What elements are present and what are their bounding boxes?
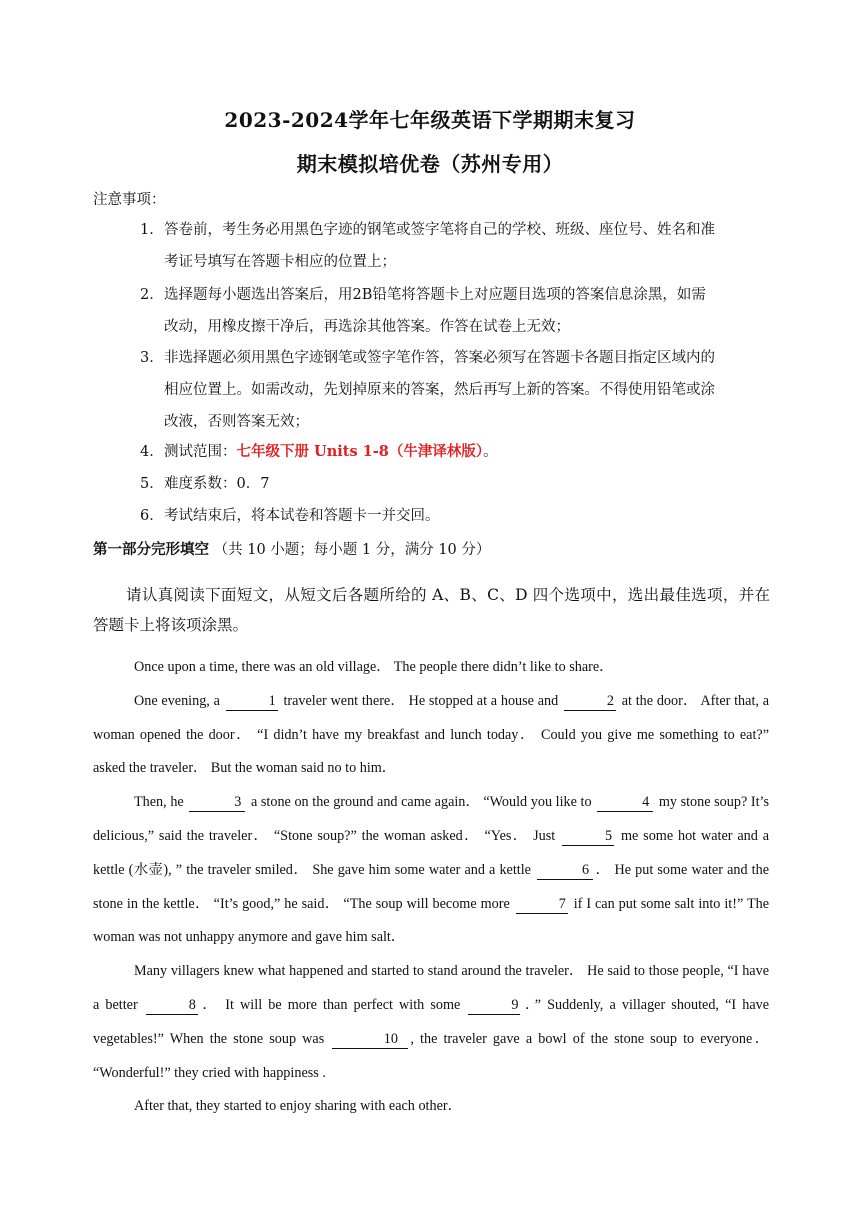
- blank-7[interactable]: 7: [516, 895, 568, 914]
- passage-text: me some hot water and a kettle (水壶), ” the traveler smiled． She gave him some water and a kettle: [93, 827, 770, 878]
- passage-paragraph-4: [93, 955, 769, 1090]
- note-text-continued: 考证号填写在答题卡相应的位置上；: [164, 254, 396, 270]
- note-item-3: [140, 342, 770, 438]
- blank-10[interactable]: 10: [332, 1030, 408, 1049]
- passage-text: ．” Suddenly, a villager shouted, “I have vegetables!” When the stone soup was: [93, 996, 770, 1047]
- note-number: 5．: [140, 476, 164, 492]
- blank-2[interactable]: 2: [564, 692, 616, 711]
- notes-label: 注意事项：: [93, 192, 166, 208]
- page-subtitle: 期末模拟培优卷（苏州专用）: [296, 152, 564, 176]
- instructions: 请认真阅读下面短文，从短文后各题所给的 A、B、C、D 四个选项中，选出最佳选项，并在答题卡上将该项涂黑。: [93, 586, 770, 634]
- passage-text: traveler went there． He stopped at a house and: [283, 692, 559, 709]
- section-title: 第一部分完形填空: [93, 541, 209, 558]
- passage-text: my stone soup? It’s delicious,” said the traveler． “Stone soup?” the woman asked． “Yes． Just: [93, 794, 770, 844]
- blank-9[interactable]: 9: [468, 996, 520, 1015]
- note-item-1: [140, 214, 770, 278]
- note-item-6: [140, 500, 770, 532]
- passage-text: Many villagers knew what happened and started to stand around the traveler． He said to those people, “I have a better: [93, 963, 769, 1013]
- note-item-5: [140, 468, 770, 500]
- cloze-passage: [93, 651, 769, 1124]
- passage-text: if I can put some salt into it!” The woman was not unhappy anymore and gave him salt．: [93, 895, 770, 946]
- note-text-continued: 改动，用橡皮擦干净后，再选涂其他答案。作答在试卷上无效；: [164, 319, 570, 335]
- passage-text: One evening, a: [134, 692, 220, 709]
- section-heading: [93, 538, 490, 559]
- passage-paragraph-5: After that, they started to enjoy sharing with each other．: [134, 1098, 462, 1115]
- section-detail: （共 10 小题；每小题 1 分，满分 10 分）: [213, 542, 491, 558]
- passage-text: ． It will be more than perfect with some: [199, 996, 461, 1013]
- note-number: 2．: [140, 287, 164, 303]
- note-text-continued: 改液，否则答案无效；: [164, 414, 309, 430]
- passage-text: , the traveler gave a bowl of the stone soup to everyone． “Wonderful!” they cried with happiness .: [93, 1030, 769, 1081]
- passage-paragraph-2: [93, 685, 769, 786]
- passage-text: at the door． After that, a woman opened the door． “I didn’t have my breakfast and lunch today． Could you give me something to eat?” asked the traveler． But the woman said no to him．: [93, 692, 769, 777]
- note-text: 答卷前，考生务必用黑色字迹的钢笔或签字笔将自己的学校、班级、座位号、姓名和准: [164, 222, 715, 238]
- note-text: 难度系数：0．7: [164, 476, 270, 492]
- note-item-4: [140, 436, 770, 468]
- note-number: 4．: [140, 444, 164, 460]
- note-text: 测试范围：: [164, 444, 237, 460]
- blank-8[interactable]: 8: [146, 996, 198, 1015]
- note-number: 1．: [140, 222, 164, 238]
- page-title: 2023-2024学年七年级英语下学期期末复习: [224, 108, 636, 132]
- passage-text: ． He put some water and the stone in the kettle． “It’s good,” he said． “The soup will become more: [93, 861, 769, 912]
- note-number: 6．: [140, 508, 164, 524]
- note-text: 选择题每小题选出答案后，用2B铅笔将答题卡上对应题目选项的答案信息涂黑，如需: [164, 287, 706, 303]
- blank-5[interactable]: 5: [562, 827, 614, 846]
- passage-paragraph-3: [93, 786, 769, 955]
- passage-text: a stone on the ground and came again． “Would you like to: [250, 794, 592, 811]
- blank-6[interactable]: 6: [537, 861, 593, 880]
- note-text: 非选择题必须用黑色字迹钢笔或签字笔作答，答案必须写在答题卡各题目指定区域内的: [164, 350, 715, 366]
- note-text-continued: 相应位置上。如需改动，先划掉原来的答案，然后再写上新的答案。不得使用铅笔或涂: [164, 382, 715, 398]
- test-scope-highlight: 七年级下册 Units 1-8（牛津译林版）: [236, 443, 484, 460]
- note-text: 考试结束后，将本试卷和答题卡一并交回。: [164, 508, 440, 524]
- blank-4[interactable]: 4: [597, 793, 653, 812]
- note-number: 3．: [140, 350, 164, 366]
- note-item-2: [140, 279, 770, 343]
- note-text-suffix: 。: [483, 444, 498, 460]
- blank-3[interactable]: 3: [189, 793, 245, 812]
- blank-1[interactable]: 1: [226, 692, 278, 711]
- passage-text: Then, he: [134, 794, 184, 811]
- passage-paragraph-1: Once upon a time, there was an old village． The people there didn’t like to share．: [134, 659, 614, 675]
